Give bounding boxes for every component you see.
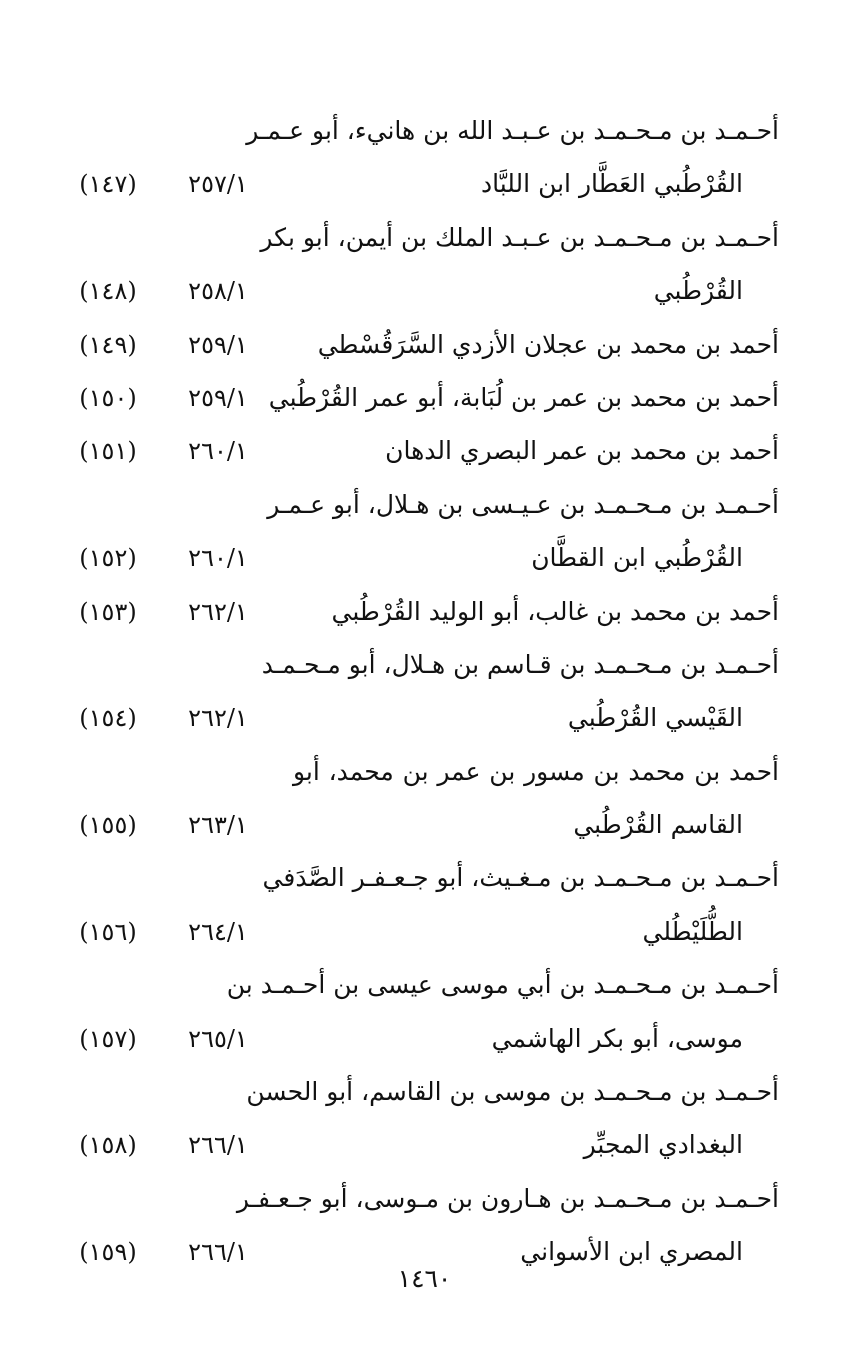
entry-number: (١٥٠) bbox=[79, 383, 137, 412]
entry-text: القُرْطُبي العَطَّار ابن اللبَّاد bbox=[480, 169, 743, 199]
index-line bbox=[0, 318, 849, 371]
entry-text: أحمد بن محمد بن عمر البصري الدهان bbox=[385, 436, 779, 466]
page-number: ١٤٦٠ bbox=[397, 1264, 452, 1293]
entry-number: (١٤٧) bbox=[79, 170, 137, 199]
volume-page-ref: ٢٦٠/١ bbox=[188, 544, 248, 573]
entry-text: موسى، أبو بكر الهاشمي bbox=[491, 1023, 743, 1053]
index-line bbox=[0, 745, 849, 798]
index-line bbox=[0, 211, 849, 264]
entry-text: أحـمـد بن مـحـمـد بن عـيـسى بن هـلال، أبو عـمـر bbox=[267, 489, 779, 519]
entry-text: أحـمـد بن مـحـمـد بن عـبـد الملك بن أيمن، أبو بكر bbox=[260, 222, 779, 252]
index-line bbox=[0, 1012, 849, 1065]
entry-text: أحـمـد بن مـحـمـد بن مـغـيث، أبو جـعـفـر الصَّدَفي bbox=[262, 863, 779, 893]
entry-number: (١٥٦) bbox=[79, 917, 137, 946]
index-line bbox=[0, 798, 849, 851]
volume-page-ref: ٢٦٥/١ bbox=[188, 1024, 248, 1053]
entry-text: الطُّلَيْطُلي bbox=[642, 916, 743, 946]
volume-page-ref: ٢٥٨/١ bbox=[188, 277, 248, 306]
index-line bbox=[0, 585, 849, 638]
entry-number: (١٥١) bbox=[79, 437, 137, 466]
volume-page-ref: ٢٦٦/١ bbox=[188, 1238, 248, 1267]
entry-text: أحمد بن محمد بن مسور بن عمر بن محمد، أبو bbox=[293, 756, 779, 786]
index-line bbox=[0, 851, 849, 904]
index-entries bbox=[0, 104, 849, 1279]
volume-page-ref: ٢٦٦/١ bbox=[188, 1131, 248, 1160]
entry-text: أحـمـد بن مـحـمـد بن عـبـد الله بن هانيء، أبو عـمـر bbox=[246, 116, 779, 145]
index-line bbox=[0, 531, 849, 584]
entry-text: البغدادي المجبِّر bbox=[583, 1130, 743, 1160]
index-line bbox=[0, 424, 849, 477]
volume-page-ref: ٢٦٣/١ bbox=[188, 811, 248, 840]
volume-page-ref: ٢٦٢/١ bbox=[188, 597, 248, 626]
entry-number: (١٥٨) bbox=[79, 1131, 137, 1160]
index-line bbox=[0, 478, 849, 531]
entry-text: أحمد بن محمد بن عجلان الأزدي السَّرَقُسْطي bbox=[317, 329, 779, 359]
entry-text: أحـمـد بن مـحـمـد بن أبي موسى عيسى بن أحـمـد بن bbox=[226, 970, 779, 1000]
entry-number: (١٥٣) bbox=[79, 597, 137, 626]
index-line bbox=[0, 1118, 849, 1171]
entry-text: أحـمـد بن مـحـمـد بن موسى بن القاسم، أبو الحسن bbox=[246, 1077, 779, 1107]
entry-text: أحـمـد بن مـحـمـد بن قـاسم بن هـلال، أبو مـحـمـد bbox=[261, 649, 779, 679]
volume-page-ref: ٢٥٩/١ bbox=[188, 330, 248, 359]
entry-number: (١٤٨) bbox=[79, 277, 137, 306]
entry-number: (١٥٧) bbox=[79, 1024, 137, 1053]
index-line bbox=[0, 157, 849, 210]
entry-text: المصري ابن الأسواني bbox=[520, 1237, 743, 1267]
entry-number: (١٤٩) bbox=[79, 330, 137, 359]
entry-number: (١٥٩) bbox=[79, 1238, 137, 1267]
volume-page-ref: ٢٥٩/١ bbox=[188, 383, 248, 412]
index-line bbox=[0, 638, 849, 691]
entry-number: (١٥٥) bbox=[79, 811, 137, 840]
index-line bbox=[0, 104, 849, 157]
entry-text: القاسم القُرْطُبي bbox=[573, 810, 743, 840]
entry-text: القَيْسي القُرْطُبي bbox=[567, 703, 743, 733]
index-line bbox=[0, 371, 849, 424]
volume-page-ref: ٢٥٧/١ bbox=[188, 170, 248, 199]
index-line bbox=[0, 1172, 849, 1225]
entry-text: أحمد بن محمد بن غالب، أبو الوليد القُرْطُبي bbox=[331, 596, 779, 626]
index-line bbox=[0, 1065, 849, 1118]
volume-page-ref: ٢٦٠/١ bbox=[188, 437, 248, 466]
index-line bbox=[0, 905, 849, 958]
entry-number: (١٥٤) bbox=[79, 704, 137, 733]
volume-page-ref: ٢٦٤/١ bbox=[188, 917, 248, 946]
volume-page-ref: ٢٦٢/١ bbox=[188, 704, 248, 733]
index-line bbox=[0, 958, 849, 1011]
entry-text: القُرْطُبي ابن القطَّان bbox=[531, 543, 743, 573]
index-line bbox=[0, 691, 849, 744]
entry-text: أحمد بن محمد بن عمر بن لُبَابة، أبو عمر القُرْطُبي bbox=[268, 382, 779, 412]
entry-text: أحـمـد بن مـحـمـد بن هـارون بن مـوسى، أبو جـعـفـر bbox=[236, 1183, 779, 1213]
entry-text: القُرْطُبي bbox=[653, 276, 743, 306]
index-line bbox=[0, 264, 849, 317]
entry-number: (١٥٢) bbox=[79, 544, 137, 573]
